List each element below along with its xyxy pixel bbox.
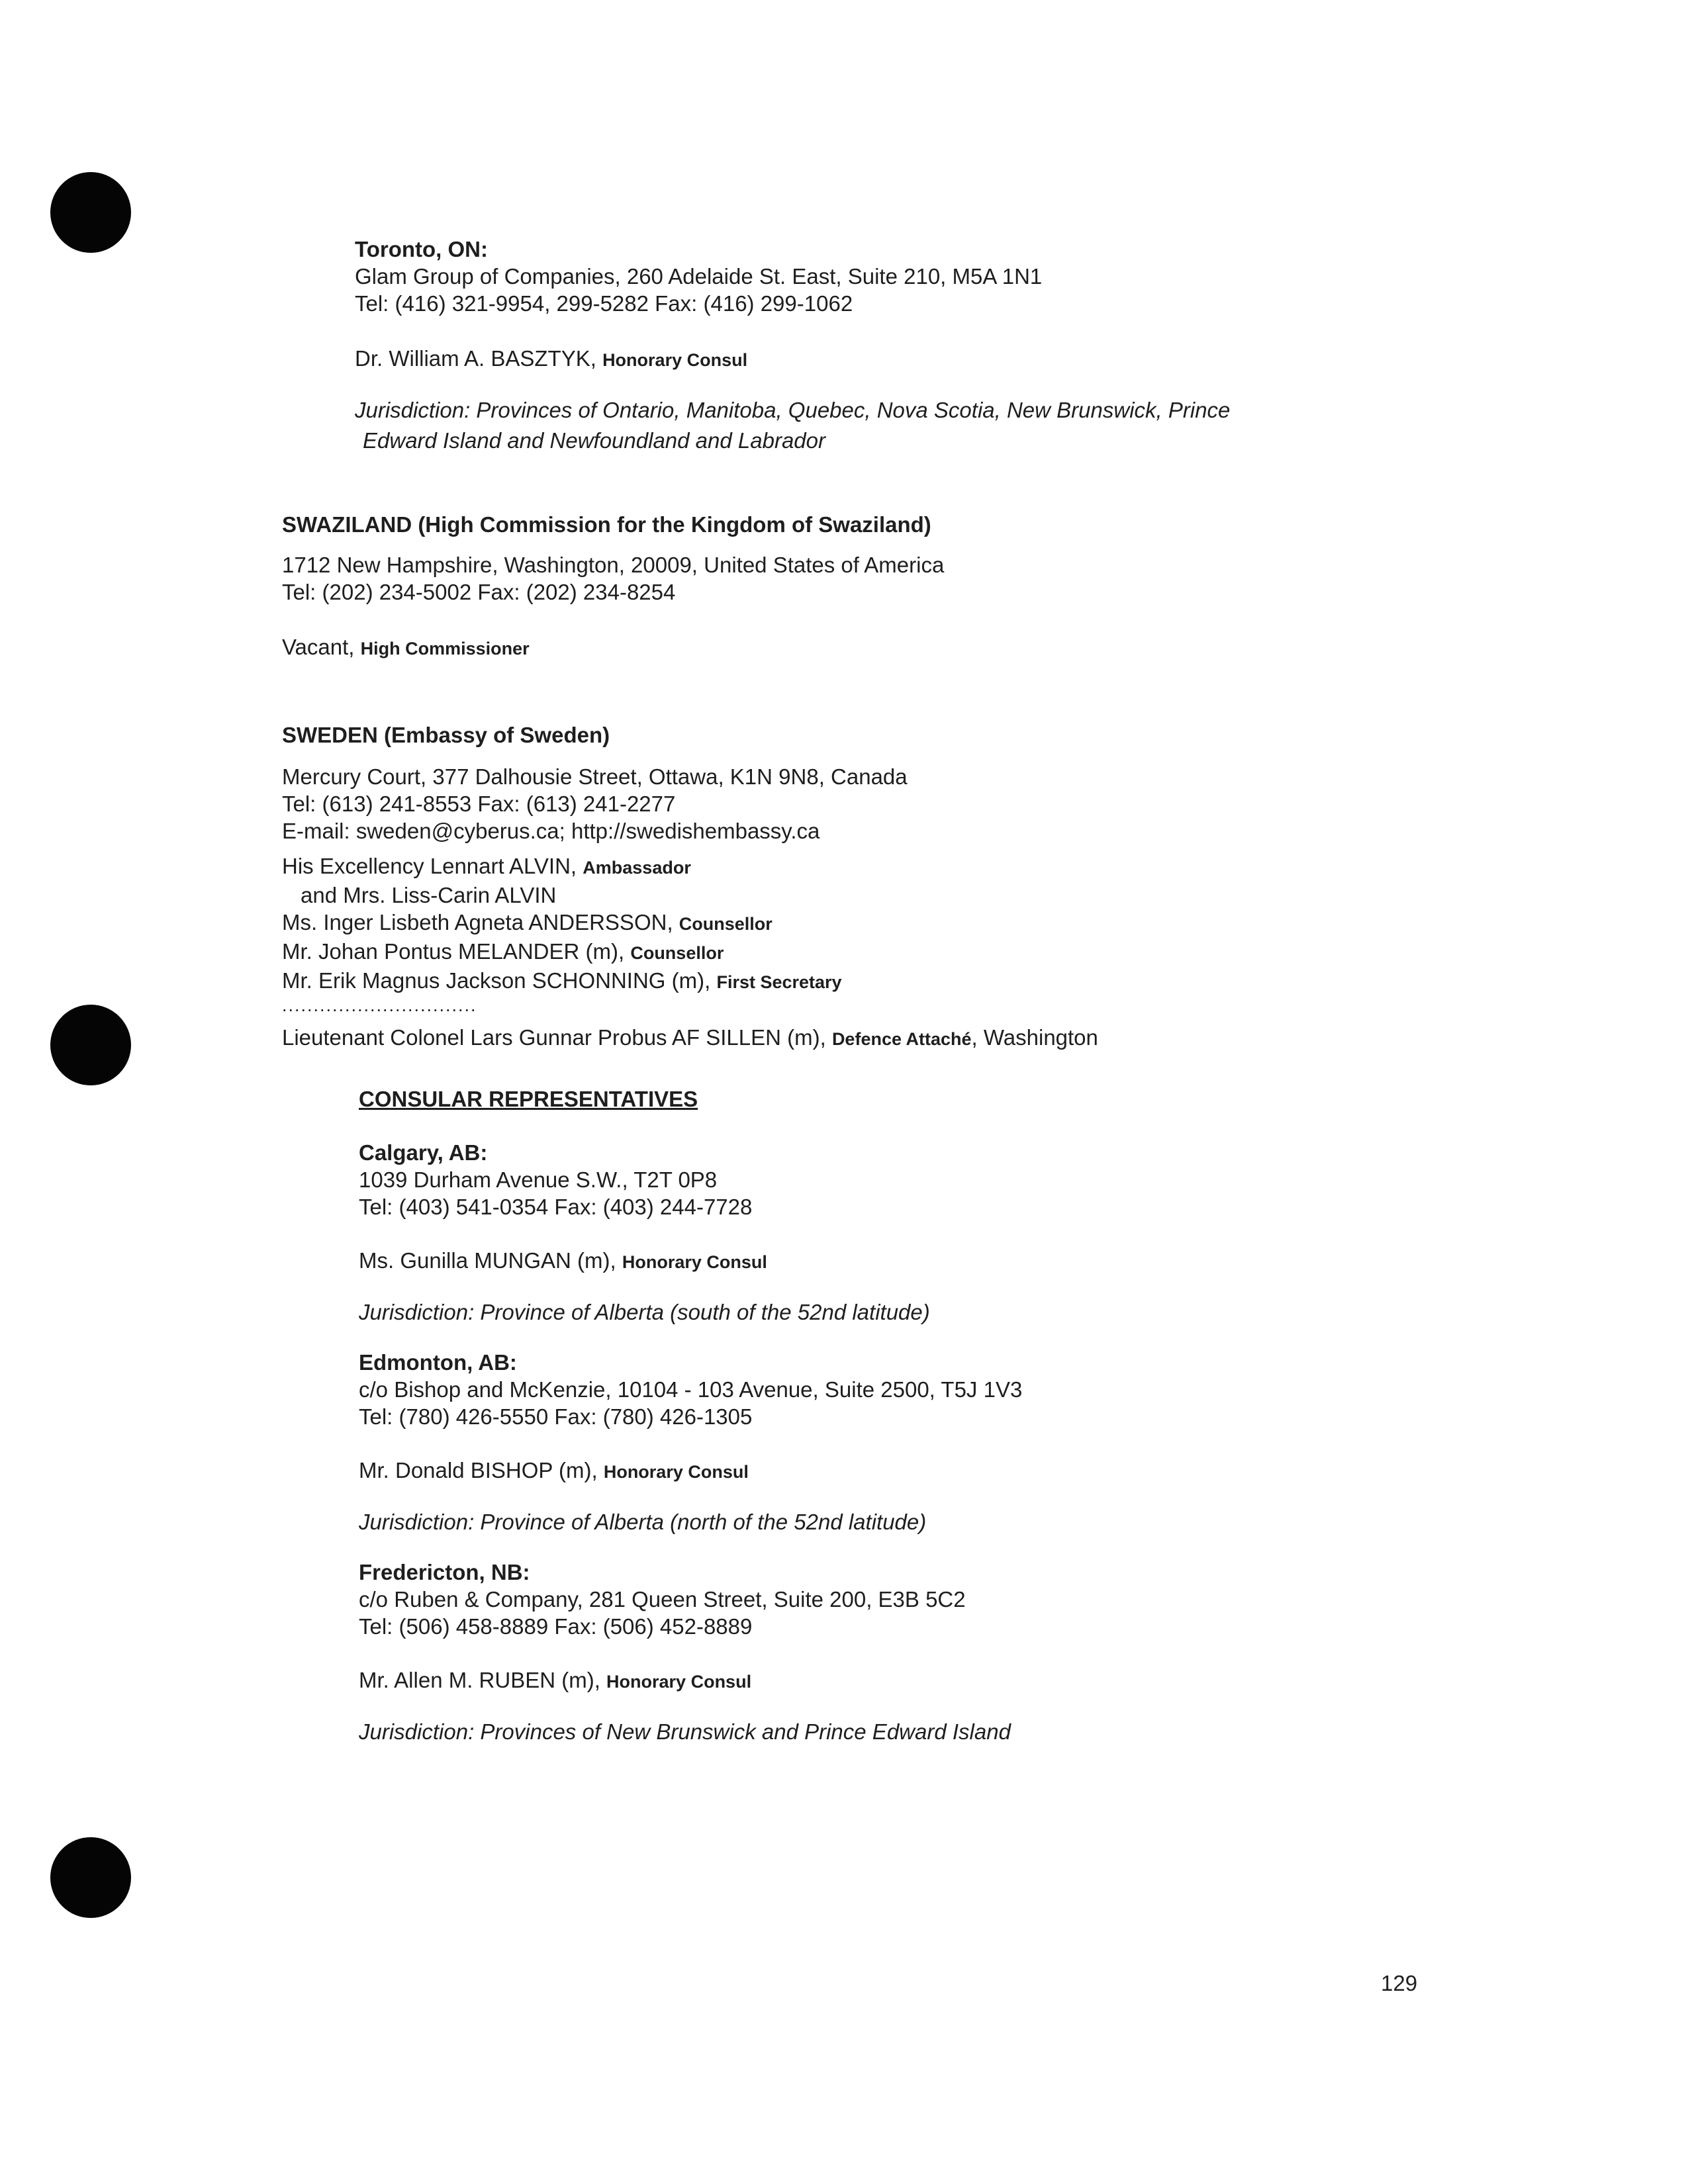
consulate-address: c/o Bishop and McKenzie, 10104 - 103 Avenue, Suite 2500, T5J 1V3 — [359, 1377, 1023, 1402]
person-title: High Commissioner — [360, 639, 530, 659]
person-title: Honorary Consul — [606, 1672, 752, 1692]
swaziland-person — [282, 633, 944, 662]
person-name: Mr. Allen M. RUBEN (m), — [359, 1668, 607, 1692]
staff-name: and Mrs. Liss-Carin ALVIN — [301, 883, 557, 907]
staff-line — [282, 909, 1098, 938]
consulate-tel: Tel: (403) 541-0354 Fax: (403) 244-7728 — [359, 1195, 753, 1219]
person-name: Vacant, — [282, 635, 361, 659]
consulate-tel: Tel: (506) 458-8889 Fax: (506) 452-8889 — [359, 1614, 753, 1639]
toronto-address: Glam Group of Companies, 260 Adelaide St. East, Suite 210, M5A 1N1 — [355, 264, 1043, 289]
person-title: Honorary Consul — [622, 1252, 767, 1272]
staff-name: Mr. Johan Pontus MELANDER (m), — [282, 939, 631, 964]
staff-line — [282, 882, 1098, 909]
person-name: Ms. Gunilla MUNGAN (m), — [359, 1248, 622, 1273]
attache-title: Defence Attaché — [831, 1029, 972, 1049]
staff-title: Ambassador — [583, 858, 691, 878]
consulate-heading: Calgary, AB: — [359, 1140, 488, 1165]
punch-hole-top — [50, 172, 131, 253]
consulate-person — [359, 1457, 1022, 1486]
consulate-address: 1039 Durham Avenue S.W., T2T 0P8 — [359, 1167, 718, 1192]
staff-line — [282, 938, 1098, 967]
consulate-person — [359, 1666, 1022, 1696]
consular-representatives-section — [359, 1085, 1022, 1747]
consulate-heading: Edmonton, AB: — [359, 1350, 517, 1375]
staff-name: Mr. Erik Magnus Jackson SCHONNING (m), — [282, 968, 717, 993]
page-number: 129 — [1381, 1971, 1418, 1995]
staff-title: Counsellor — [679, 914, 773, 934]
consulate-jurisdiction: Jurisdiction: Province of Alberta (south of the 52nd latitude) — [359, 1300, 930, 1324]
consulate-calgary — [359, 1139, 1022, 1328]
sweden-heading: SWEDEN (Embassy of Sweden) — [282, 723, 610, 747]
sweden-staff-list — [282, 852, 1098, 996]
sweden-email: E-mail: sweden@cyberus.ca; http://swedishembassy.ca — [282, 819, 820, 843]
staff-title: Counsellor — [630, 943, 724, 963]
dotted-separator: ............................... — [282, 995, 477, 1015]
attache-name: Lieutenant Colonel Lars Gunnar Probus AF SILLEN (m), — [282, 1025, 832, 1050]
toronto-jurisdiction-line1: Jurisdiction: Provinces of Ontario, Manitoba, Quebec, Nova Scotia, New Brunswick, Prince — [355, 398, 1231, 422]
person-name: Dr. William A. BASZTYK, — [355, 346, 603, 371]
swaziland-block — [282, 511, 944, 662]
punch-hole-middle — [50, 1005, 131, 1085]
staff-name: Ms. Inger Lisbeth Agneta ANDERSSON, — [282, 910, 679, 934]
punch-hole-bottom — [50, 1837, 131, 1918]
toronto-consulate-block — [355, 236, 1230, 456]
swaziland-heading: SWAZILAND (High Commission for the Kingdom of Swaziland) — [282, 512, 931, 537]
consulate-edmonton — [359, 1349, 1022, 1537]
consulate-jurisdiction: Jurisdiction: Provinces of New Brunswick and Prince Edward Island — [359, 1719, 1011, 1744]
consulate-tel: Tel: (780) 426-5550 Fax: (780) 426-1305 — [359, 1404, 753, 1429]
attache-suffix: , Washington — [971, 1025, 1098, 1050]
consulate-person — [359, 1247, 1022, 1276]
consulate-jurisdiction: Jurisdiction: Province of Alberta (north of the 52nd latitude) — [359, 1510, 927, 1534]
swaziland-address: 1712 New Hampshire, Washington, 20009, United States of America — [282, 553, 945, 577]
sweden-block — [282, 721, 1098, 1053]
person-title: Honorary Consul — [603, 1462, 749, 1482]
person-name: Mr. Donald BISHOP (m), — [359, 1458, 604, 1482]
sweden-tel: Tel: (613) 241-8553 Fax: (613) 241-2277 — [282, 792, 676, 816]
consulate-fredericton — [359, 1559, 1022, 1747]
swaziland-tel: Tel: (202) 234-5002 Fax: (202) 234-8254 — [282, 580, 676, 604]
toronto-heading: Toronto, ON: — [355, 237, 488, 261]
consulate-address: c/o Ruben & Company, 281 Queen Street, Suite 200, E3B 5C2 — [359, 1587, 966, 1612]
toronto-tel: Tel: (416) 321-9954, 299-5282 Fax: (416) 299-1062 — [355, 291, 853, 316]
toronto-jurisdiction-line2: Edward Island and Newfoundland and Labrador — [363, 428, 825, 453]
staff-line — [282, 852, 1098, 882]
staff-title: First Secretary — [716, 972, 842, 992]
person-title: Honorary Consul — [602, 350, 748, 370]
staff-name: His Excellency Lennart ALVIN, — [282, 854, 583, 878]
sweden-address: Mercury Court, 377 Dalhousie Street, Ottawa, K1N 9N8, Canada — [282, 764, 908, 789]
consulate-heading: Fredericton, NB: — [359, 1560, 530, 1584]
consular-heading: CONSULAR REPRESENTATIVES — [359, 1087, 698, 1111]
toronto-person — [355, 345, 1230, 374]
staff-line — [282, 967, 1098, 996]
defence-attache-line — [282, 1024, 1098, 1053]
